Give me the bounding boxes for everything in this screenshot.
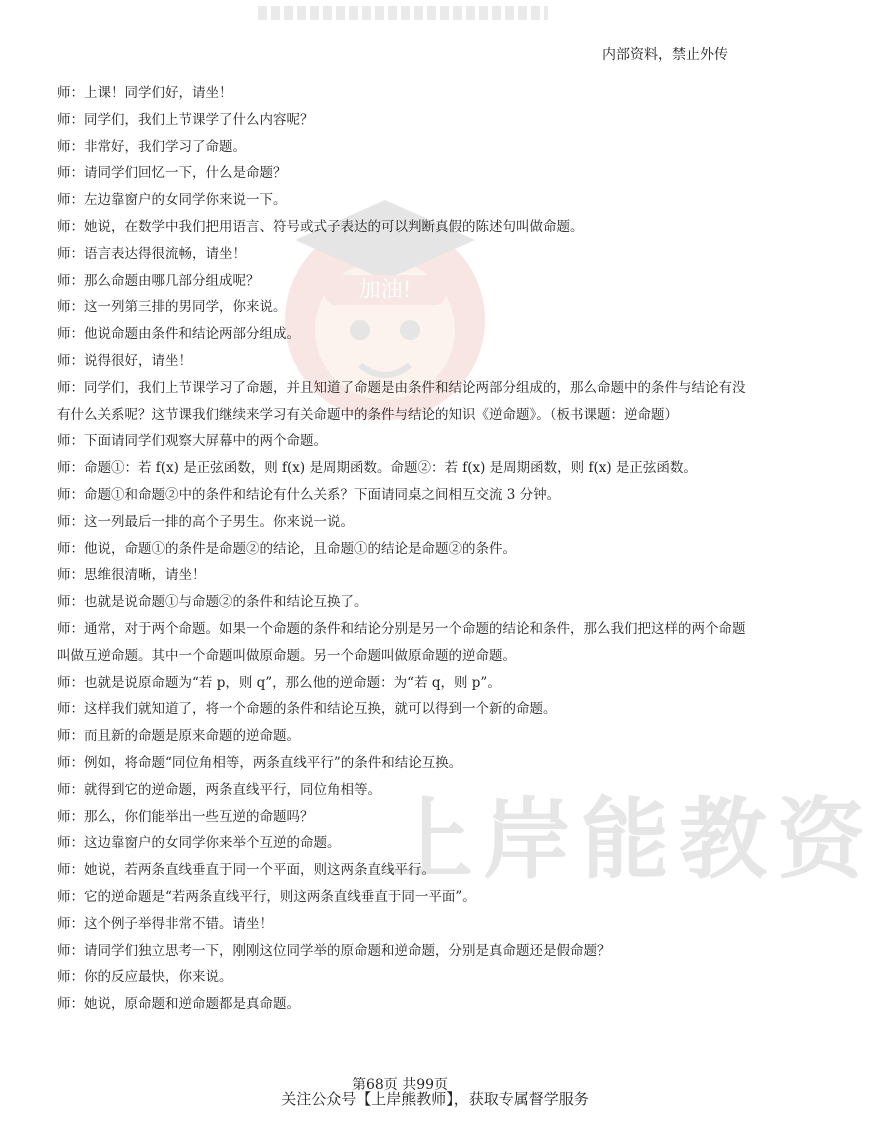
transcript-line: 师：命题①：若 f(x) 是正弦函数，则 f(x) 是周期函数。命题②：若 f(x) 是周期函数，则 f(x) 是正弦函数。	[57, 460, 697, 477]
transcript-line: 师：也就是说原命题为“若 p，则 q”，那么他的逆命题：为“若 q，则 p”。	[57, 674, 501, 691]
header-note: 内部资料，禁止外传	[602, 47, 728, 63]
transcript-line: 师：左边靠窗户的女同学你来说一下。	[57, 192, 287, 209]
transcript-line: 师：也就是说命题①与命题②的条件和结论互换了。	[57, 594, 368, 611]
transcript-line: 师：他说命题由条件和结论两部分组成。	[57, 326, 300, 343]
transcript-line: 师：那么，你们能举出一些互逆的命题吗？	[57, 808, 314, 825]
transcript-line: 师：他说，命题①的条件是命题②的结论，且命题①的结论是命题②的条件。	[57, 540, 516, 557]
transcript-line: 师：通常，对于两个命题。如果一个命题的条件和结论分别是另一个命题的结论和条件，那么我们把这样的两个命题叫做互逆命题。其中一个命题叫做原命题。另一个命题叫做原命题的逆命题。	[57, 620, 746, 664]
transcript-line: 师：那么命题由哪几部分组成呢？	[57, 272, 260, 289]
transcript-line: 师：她说，原命题和逆命题都是真命题。	[57, 996, 300, 1013]
watermark-logo-text: 加油!	[358, 278, 412, 303]
transcript-line: 师：请同学们回忆一下，什么是命题？	[57, 165, 287, 182]
transcript-line: 师：她说，在数学中我们把用语言、符号或式子表达的可以判断真假的陈述句叫做命题。	[57, 218, 584, 235]
transcript-line: 师：这边靠窗户的女同学你来举个互逆的命题。	[57, 835, 341, 852]
page-number: 第68页 共99页	[351, 1077, 449, 1093]
transcript-line: 师：思维很清晰，请坐！	[57, 567, 206, 584]
transcript-line: 师：而且新的命题是原来命题的逆命题。	[57, 728, 300, 745]
transcript-line: 师：请同学们独立思考一下，刚刚这位同学举的原命题和逆命题，分别是真命题还是假命题？	[57, 942, 611, 959]
transcript-line: 师：例如，将命题“同位角相等，两条直线平行”的条件和结论互换。	[57, 754, 463, 771]
transcript-line: 师：语言表达得很流畅，请坐！	[57, 245, 246, 262]
header-scan-residue	[258, 6, 548, 20]
transcript-line: 师：这个例子举得非常不错。请坐！	[57, 915, 273, 932]
transcript	[57, 80, 747, 1018]
watermark-text: 上岸能教资	[385, 788, 875, 891]
transcript-line: 师：命题①和命题②中的条件和结论有什么关系？下面请同桌之间相互交流 3 分钟。	[57, 486, 561, 503]
transcript-line: 师：这一列第三排的男同学，你来说。	[57, 299, 287, 316]
transcript-line: 师：下面请同学们观察大屏幕中的两个命题。	[57, 433, 327, 450]
transcript-line: 师：上课！同学们好，请坐！	[57, 85, 233, 101]
footer-note: 关注公众号【上岸熊教师】，获取专属督学服务	[281, 1090, 589, 1108]
transcript-line: 师：你的反应最快，你来说。	[57, 969, 233, 986]
transcript-line: 师：就得到它的逆命题，两条直线平行，同位角相等。	[57, 781, 381, 798]
transcript-line: 师：说得很好，请坐！	[57, 352, 192, 369]
transcript-line: 师：这样我们就知道了，将一个命题的条件和结论互换，就可以得到一个新的命题。	[57, 701, 557, 718]
transcript-line: 师：她说，若两条直线垂直于同一个平面，则这两条直线平行。	[57, 862, 435, 879]
transcript-line: 师：同学们，我们上节课学了什么内容呢？	[57, 111, 314, 128]
transcript-line: 师：同学们，我们上节课学习了命题，并且知道了命题是由条件和结论两部分组成的，那么命题中的条件与结论有没有什么关系呢？这节课我们继续来学习有关命题中的条件与结论的知识《逆命题》。（板书课题：逆命题）	[57, 379, 746, 423]
transcript-line: 师：非常好，我们学习了命题。	[57, 138, 246, 155]
transcript-line: 师：它的逆命题是“若两条直线平行，则这两条直线垂直于同一平面”。	[57, 888, 476, 905]
transcript-line: 师：这一列最后一排的高个子男生。你来说一说。	[57, 513, 354, 530]
